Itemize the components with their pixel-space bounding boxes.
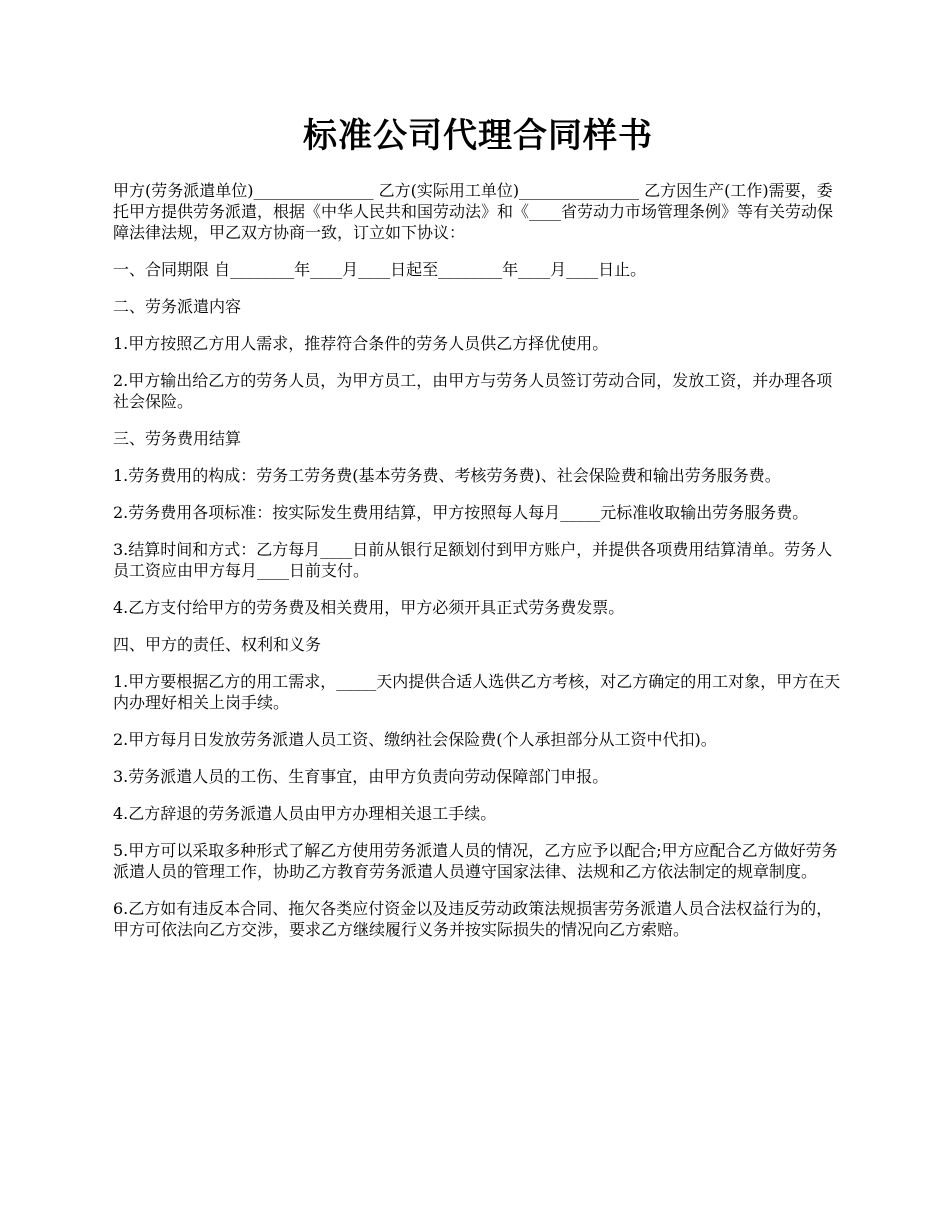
clause-4-3: 3.劳务派遣人员的工伤、生育事宜，由甲方负责向劳动保障部门申报。 (113, 767, 609, 786)
clause-4-2: 2.甲方每月日发放劳务派遣人员工资、缴纳社会保险费(个人承担部分从工资中代扣)。 (113, 730, 717, 749)
clause-4-6: 6.乙方如有违反本合同、拖欠各类应付资金以及违反劳动政策法规损害劳务派遣人员合法权益行为的，甲方可依法向乙方交涉，要求乙方继续履行义务并按实际损失的情况向乙方索赔。 (113, 899, 833, 939)
section-heading-2: 二、劳务派遣内容 (113, 297, 242, 316)
clause-4-5: 5.甲方可以采取多种形式了解乙方使用劳务派遣人员的情况，乙方应予以配合;甲方应配合乙方做好劳务派遣人员的管理工作，协助乙方教育劳务派遣人员遵守国家法律、法规和乙方依法制定的规章制度。 (113, 841, 838, 881)
document-title: 标准公司代理合同样书 (303, 116, 653, 156)
section-heading-4: 四、甲方的责任、权利和义务 (113, 635, 322, 654)
clause-2-1: 1.甲方按照乙方用人需求，推荐符合条件的劳务人员供乙方择优使用。 (113, 334, 609, 353)
document-body (113, 180, 843, 956)
clause-3-1: 1.劳务费用的构成：劳务工劳务费(基本劳务费、考核劳务费)、社会保险费和输出劳务服务费。 (113, 466, 781, 485)
clause-3-3: 3.结算时间和方式：乙方每月____日前从银行足额划付到甲方账户，并提供各项费用结算清单。劳务人员工资应由甲方每月____日前支付。 (113, 540, 833, 580)
section-heading-3: 三、劳务费用结算 (113, 429, 242, 448)
clause-2-2: 2.甲方输出给乙方的劳务人员，为甲方员工，由甲方与劳务人员签订劳动合同，发放工资，并办理各项社会保险。 (113, 371, 833, 411)
intro-paragraph: 甲方(劳务派遣单位)_______________ 乙方(实际用工单位)_______________ 乙方因生产(工作)需要，委托甲方提供劳务派遣，根据《中华人民共和国劳动法》和《____省劳动力市场管理条例》等有关劳动保障法律法规，甲乙双方协商一致，订立如下协议： (113, 181, 834, 242)
contract-term: 一、合同期限 自________年____月____日起至________年____月____日止。 (113, 260, 647, 279)
clause-3-4: 4.乙方支付给甲方的劳务费及相关费用，甲方必须开具正式劳务费发票。 (113, 598, 625, 617)
clause-4-1: 1.甲方要根据乙方的用工需求，_____天内提供合适人选供乙方考核，对乙方确定的用工对象，甲方在天内办理好相关上岗手续。 (113, 672, 841, 712)
clause-3-2: 2.劳务费用各项标准：按实际发生费用结算，甲方按照每人每月_____元标准收取输出劳务服务费。 (113, 503, 809, 522)
clause-4-4: 4.乙方辞退的劳务派遣人员由甲方办理相关退工手续。 (113, 804, 497, 823)
